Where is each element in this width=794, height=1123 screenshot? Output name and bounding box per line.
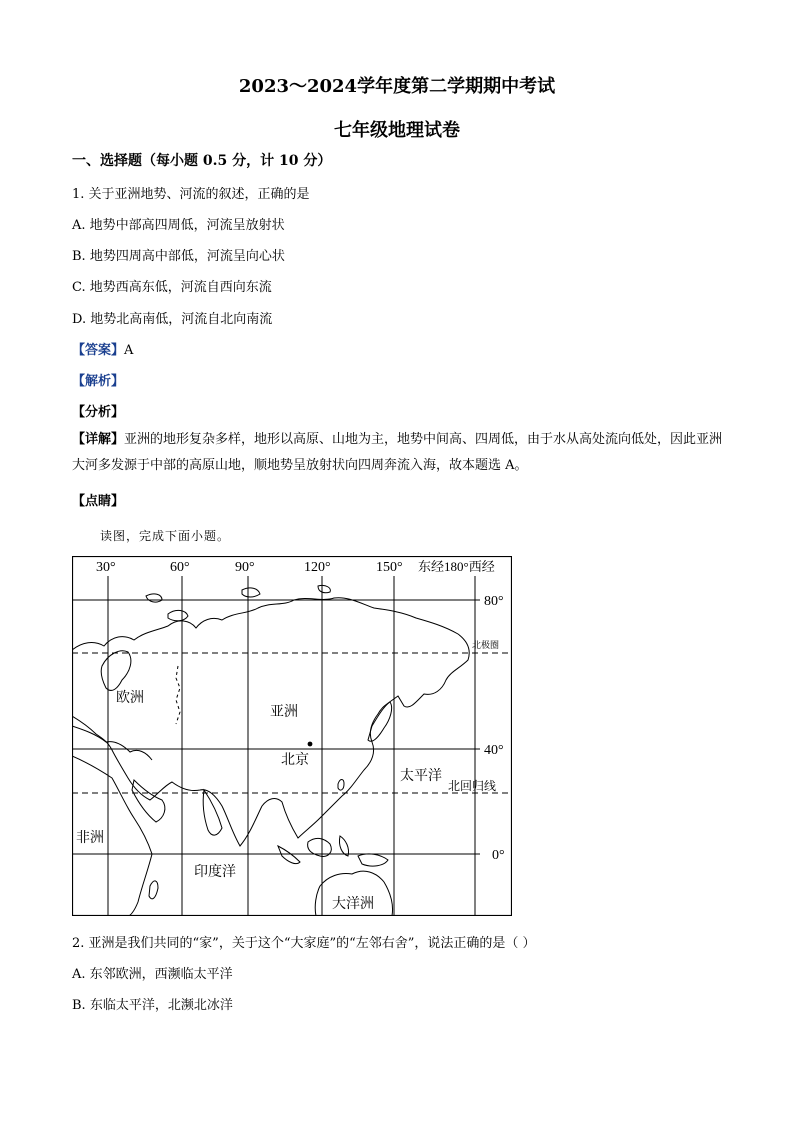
lon-label-120: 120° xyxy=(304,560,331,575)
beijing-dot xyxy=(308,742,313,747)
label-beijing: 北京 xyxy=(281,753,309,768)
label-asia: 亚洲 xyxy=(270,705,298,720)
question-1-stem: 1. 关于亚洲地势、河流的叙述，正确的是 xyxy=(72,187,310,202)
label-oceania: 大洋洲 xyxy=(332,897,374,912)
label-indian-ocean: 印度洋 xyxy=(194,865,236,880)
label-africa: 非洲 xyxy=(76,831,104,846)
question-1-option-a: A. 地势中部高四周低，河流呈放射状 xyxy=(72,218,285,233)
lon-label-180: 东经180°西经 xyxy=(418,559,495,574)
question-2-option-a: A. 东邻欧洲，西濒临太平洋 xyxy=(72,967,233,982)
world-map-figure xyxy=(72,556,512,916)
question-1-option-b: B. 地势四周高中部低，河流呈向心状 xyxy=(72,249,285,264)
lat-label-0: 0° xyxy=(492,848,505,863)
lon-label-60: 60° xyxy=(170,560,190,575)
tropic-label: 北回归线 xyxy=(448,779,497,793)
question-1-option-d: D. 地势北高南低，河流自北向南流 xyxy=(72,312,273,327)
lat-label-40: 40° xyxy=(484,743,504,758)
xiangjie-tag: 【详解】 xyxy=(72,432,125,447)
xiangjie-paragraph xyxy=(72,427,732,479)
question-2-option-b: B. 东临太平洋，北濒北冰洋 xyxy=(72,998,233,1013)
lon-label-30: 30° xyxy=(96,560,116,575)
fenxi-tag: 【分析】 xyxy=(72,405,125,420)
question-2-stem: 2. 亚洲是我们共同的“家”，关于这个“大家庭”的“左邻右舍”，说法正确的是（ ） xyxy=(72,936,536,951)
exam-title: 2023～2024学年度第二学期期中考试 xyxy=(238,76,556,97)
map-intro: 读图，完成下面小题。 xyxy=(100,529,231,543)
answer-tag: 【答案】 xyxy=(72,343,125,358)
map-frame xyxy=(73,557,512,916)
section-heading: 一、选择题（每小题 0.5 分，计 10 分） xyxy=(72,153,332,169)
arctic-circle-label: 北极圈 xyxy=(472,640,500,650)
answer-line xyxy=(72,339,133,358)
lon-label-90: 90° xyxy=(235,560,255,575)
dianjing-line xyxy=(72,490,124,509)
answer-value: A xyxy=(124,343,134,358)
lon-label-150: 150° xyxy=(376,560,403,575)
label-europe: 欧洲 xyxy=(116,691,144,706)
jiexi-tag: 【解析】 xyxy=(72,374,125,389)
label-pacific: 太平洋 xyxy=(400,769,442,784)
jiexi-line xyxy=(72,370,124,389)
xiangjie-text: 亚洲的地形复杂多样，地形以高原、山地为主，地势中间高、四周低，由于水从高处流向低处，因此亚洲大河多发源于中部的高原山地，顺地势呈放射状向四周奔流入海，故本题选 A。 xyxy=(72,432,723,473)
exam-subtitle: 七年级地理试卷 xyxy=(334,120,460,141)
fenxi-line xyxy=(72,401,124,420)
lat-label-80: 80° xyxy=(484,594,504,609)
dianjing-tag: 【点睛】 xyxy=(72,494,125,509)
question-1-option-c: C. 地势西高东低，河流自西向东流 xyxy=(72,280,272,295)
